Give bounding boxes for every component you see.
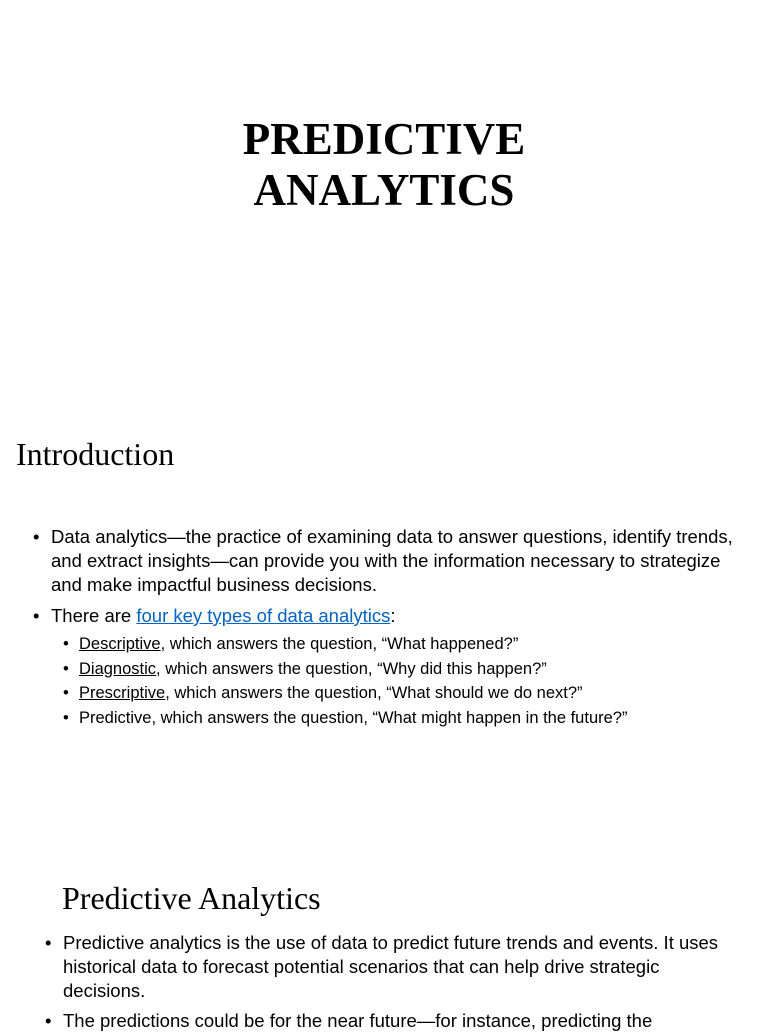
bullet-text-prefix: There are <box>51 605 137 626</box>
list-item <box>33 604 733 731</box>
term-description: , which answers the question, “Why did this happen?” <box>156 659 547 678</box>
slide-title-line-1: PREDICTIVE <box>242 114 526 164</box>
term-description: , which answers the question, “What might happen in the future?” <box>151 709 628 728</box>
term-diagnostic: Diagnostic <box>79 659 157 678</box>
sub-list-item-prescriptive <box>63 681 733 706</box>
sub-list-item-diagnostic <box>63 657 733 682</box>
bullet-marker: • <box>63 709 69 728</box>
bullet-marker: • <box>33 605 40 626</box>
term-description: , which answers the question, “What should we do next?” <box>165 684 583 703</box>
bullet-marker: • <box>63 659 69 678</box>
term-descriptive: Descriptive <box>79 635 161 653</box>
four-key-types-link[interactable]: four key types of data analytics <box>136 605 391 626</box>
term-predictive: Predictive <box>79 709 152 728</box>
analytics-types-sublist <box>51 632 733 731</box>
predictive-analytics-heading: Predictive Analytics <box>62 880 321 916</box>
bullet-marker: • <box>45 1010 52 1031</box>
predictive-analytics-bullet-list <box>45 931 745 1033</box>
introduction-heading: Introduction <box>16 436 175 472</box>
slide-title-line-2: ANALYTICS <box>253 165 515 215</box>
bullet-marker: • <box>63 635 69 653</box>
list-item <box>45 931 745 1003</box>
list-item <box>45 1009 745 1033</box>
introduction-bullet-list <box>33 525 733 731</box>
sub-list-item-descriptive <box>63 632 733 657</box>
bullet-text-suffix: : <box>390 605 396 626</box>
bullet-marker: • <box>33 526 40 547</box>
bullet-text: Data analytics—the practice of examining data to answer questions, identify trends, and extract insights—can provide you with the information necessary to strategize and make impactful business decisions. <box>51 526 733 595</box>
slide-title <box>0 114 768 216</box>
term-description: , which answers the question, “What happened?” <box>160 635 519 653</box>
bullet-text: Predictive analytics is the use of data to predict future trends and events. It uses historical data to forecast potential scenarios that can help drive strategic decisions. <box>63 932 719 1001</box>
sub-list-item-predictive <box>63 706 733 731</box>
list-item <box>33 525 733 597</box>
bullet-marker: • <box>63 684 69 703</box>
bullet-text: The predictions could be for the near future—for instance, predicting the <box>63 1010 653 1031</box>
term-prescriptive: Prescriptive <box>79 684 166 703</box>
bullet-marker: • <box>45 932 52 953</box>
